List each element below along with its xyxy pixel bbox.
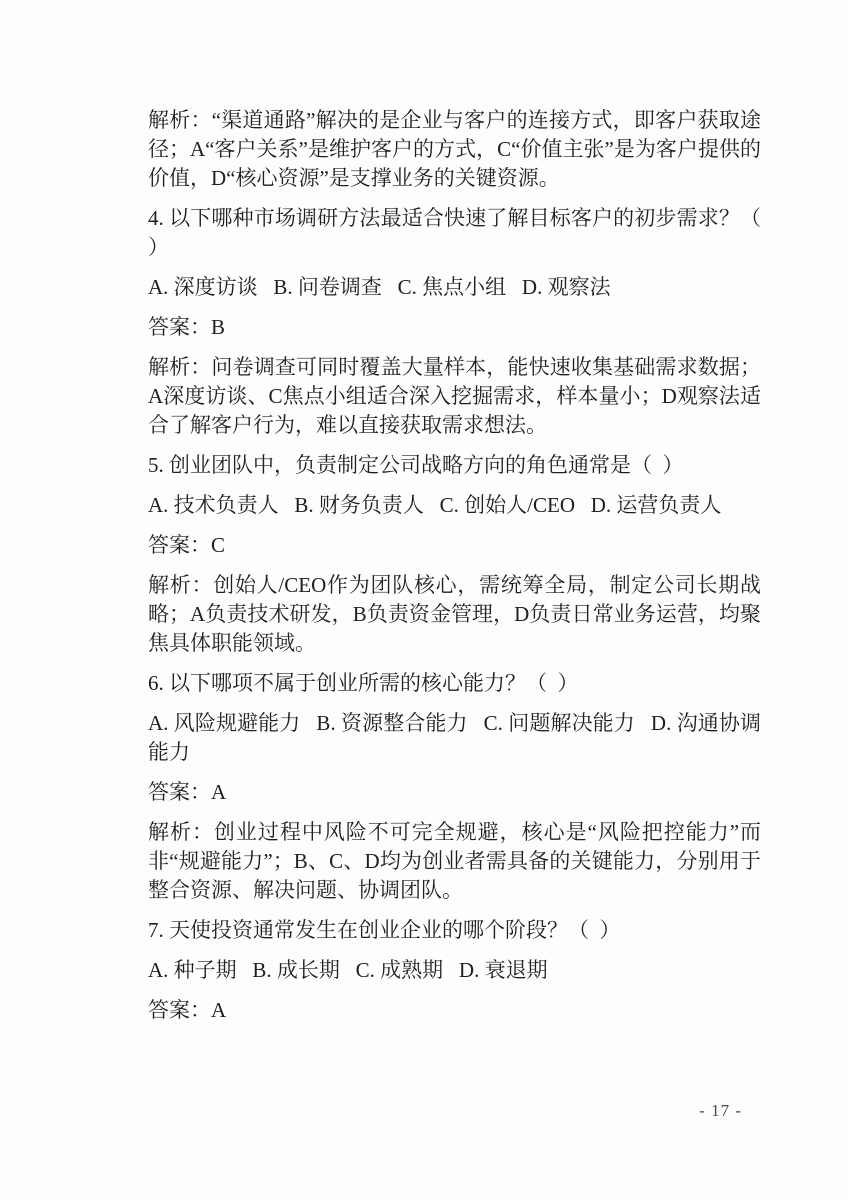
page-number: - 17 - — [699, 1101, 742, 1120]
question-text: 7. 天使投资通常发生在创业企业的哪个阶段？（ ） — [148, 918, 621, 942]
question-text: 6. 以下哪项不属于创业所需的核心能力？（ ） — [148, 671, 579, 695]
explanation-paragraph: 解析：创始人/CEO作为团队核心，需统筹全局，制定公司长期战略；A负责技术研发，B负责资金管理，D负责日常业务运营，均聚焦具体职能领域。 — [148, 573, 761, 655]
question-text: 4. 以下哪种市场调研方法最适合快速了解目标客户的初步需求？（ ） — [148, 206, 772, 259]
answer-line: 答案：A — [148, 780, 227, 804]
explanation-paragraph: 解析：问卷调查可同时覆盖大量样本，能快速收集基础需求数据；A深度访谈、C焦点小组适合深入挖掘需求，样本量小；D观察法适合了解客户行为，难以直接获取需求想法。 — [148, 355, 761, 437]
answer-line: 答案：C — [148, 533, 226, 557]
options-line: A. 技术负责人 B. 财务负责人 C. 创始人/CEO D. 运营负责人 — [148, 493, 722, 517]
question-text: 5. 创业团队中，负责制定公司战略方向的角色通常是（ ） — [148, 453, 684, 477]
explanation-paragraph: 解析：创业过程中风险不可完全规避，核心是“风险把控能力”而非“规避能力”；B、C、D均为创业者需具备的关键能力，分别用于整合资源、解决问题、协调团队。 — [148, 820, 761, 902]
document-text-area — [148, 106, 772, 1036]
options-line: A. 风险规避能力 B. 资源整合能力 C. 问题解决能力 D. 沟通协调能力 — [148, 711, 761, 764]
explanation-paragraph: 解析：“渠道通路”解决的是企业与客户的连接方式，即客户获取途径；A“客户关系”是维护客户的方式，C“价值主张”是为客户提供的价值，D“核心资源”是支撑业务的关键资源。 — [148, 108, 761, 190]
answer-line: 答案：A — [148, 998, 227, 1022]
options-line: A. 种子期 B. 成长期 C. 成熟期 D. 衰退期 — [148, 958, 548, 982]
answer-line: 答案：B — [148, 315, 226, 339]
options-line: A. 深度访谈 B. 问卷调查 C. 焦点小组 D. 观察法 — [148, 275, 611, 299]
